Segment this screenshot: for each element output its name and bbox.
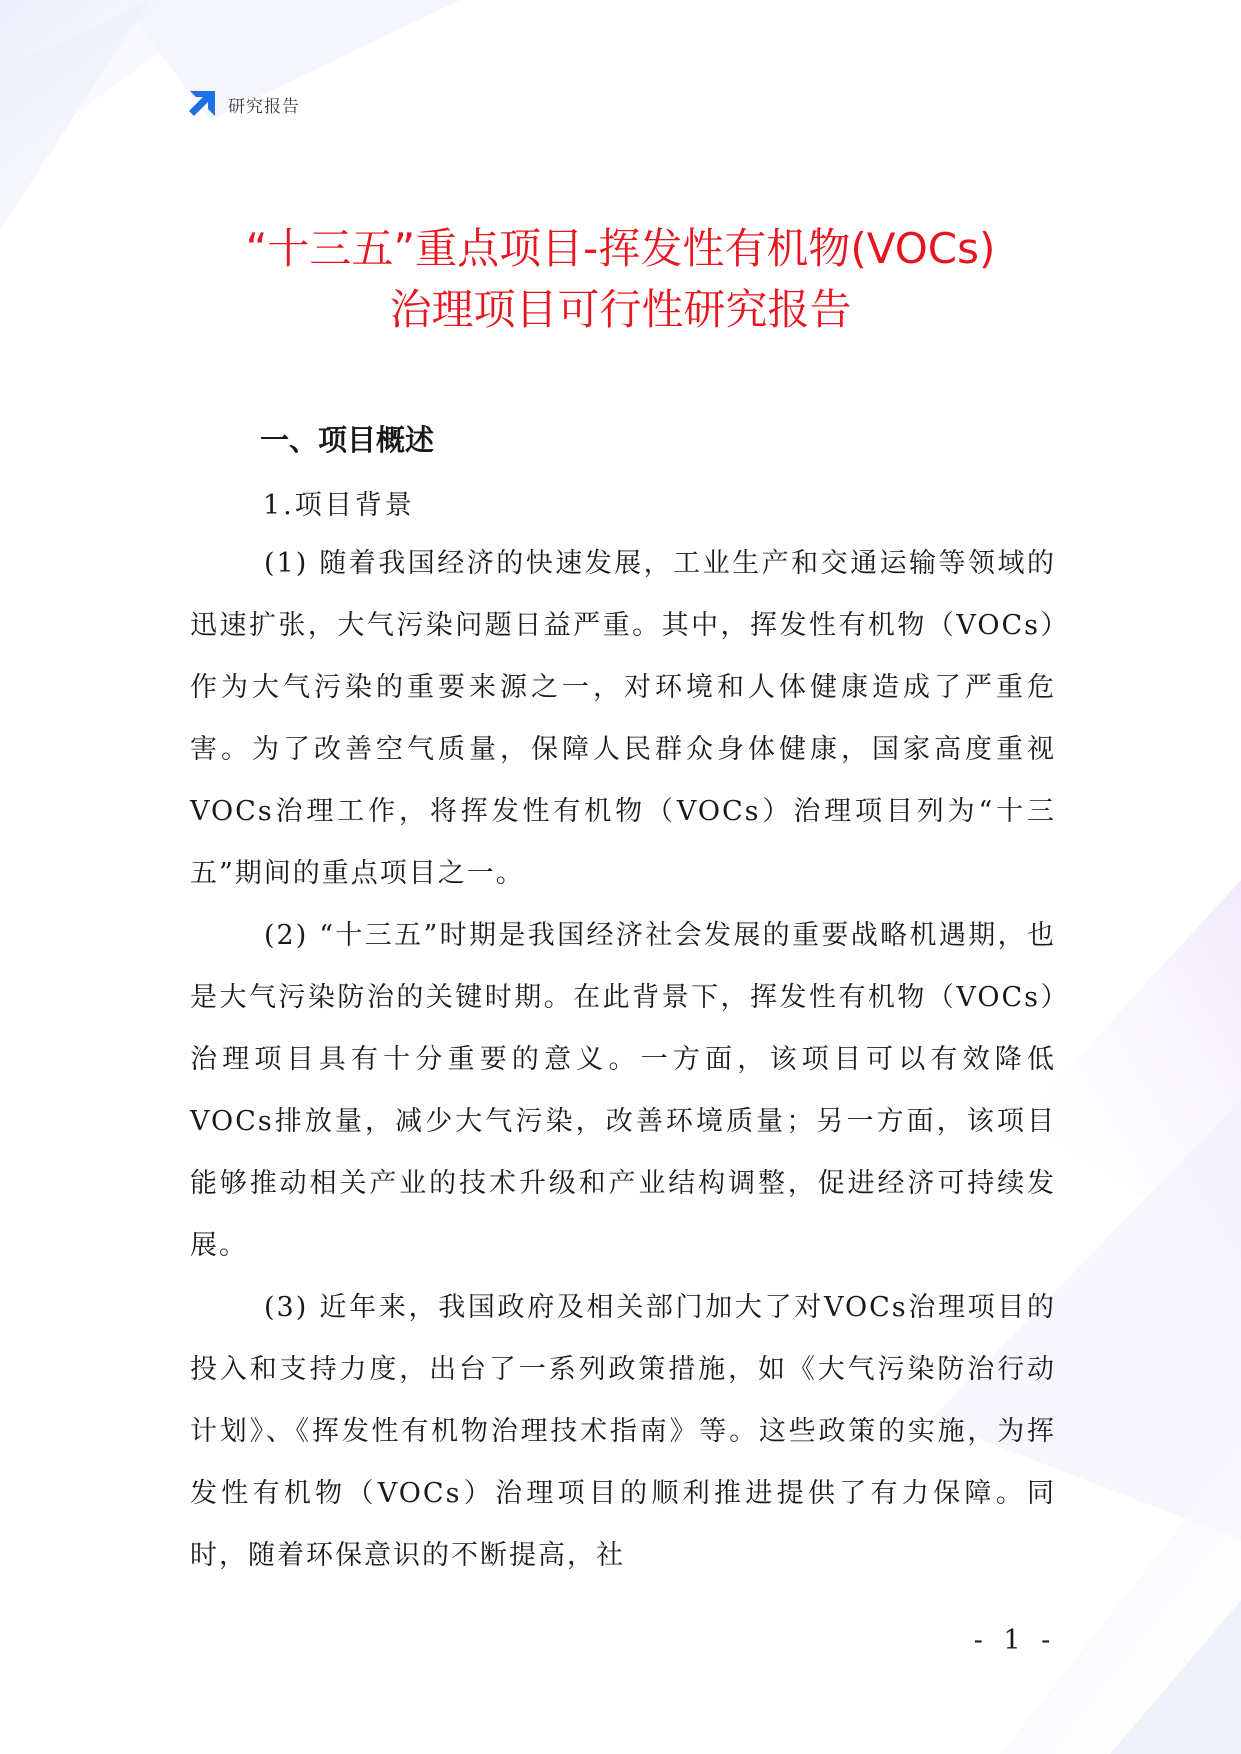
section-heading: 一、项目概述: [260, 423, 435, 457]
sub-heading: 1.项目背景: [263, 490, 415, 521]
report-header: [186, 88, 300, 120]
body-paragraph-3: (3) 近年来，我国政府及相关部门加大了对VOCs治理项目的投入和支持力度，出台了一系列政策措施，如《大气污染防治行动计划》、《挥发性有机物治理技术指南》等。这些政策的实施，为挥发性有机物（VOCs）治理项目的顺利推进提供了有力保障。同时，随着环保意识的不断提高，社: [190, 1292, 1056, 1571]
body-paragraph-2: (2) “十三五”时期是我国经济社会发展的重要战略机遇期，也是大气污染防治的关键时期。在此背景下，挥发性有机物（VOCs）治理项目具有十分重要的意义。一方面，该项目可以有效降低VOCs排放量，减少大气污染，改善环境质量；另一方面，该项目能够推动相关产业的技术升级和产业结构调整，促进经济可持续发展。: [190, 920, 1056, 1261]
document-title-line-1: “十三五”重点项目-挥发性有机物(VOCs): [245, 224, 996, 273]
page-number: - 1 -: [973, 1625, 1057, 1656]
arrow-up-right-icon: [186, 88, 218, 120]
document-title-line-2: 治理项目可行性研究报告: [389, 285, 852, 334]
body-paragraph-1: (1) 随着我国经济的快速发展，工业生产和交通运输等领域的迅速扩张，大气污染问题日益严重。其中，挥发性有机物（VOCs）作为大气污染的重要来源之一，对环境和人体健康造成了严重危害。为了改善空气质量，保障人民群众身体健康，国家高度重视VOCs治理工作，将挥发性有机物（VOCs）治理项目列为“十三五”期间的重点项目之一。: [190, 548, 1056, 889]
header-label: 研究报告: [228, 96, 300, 117]
